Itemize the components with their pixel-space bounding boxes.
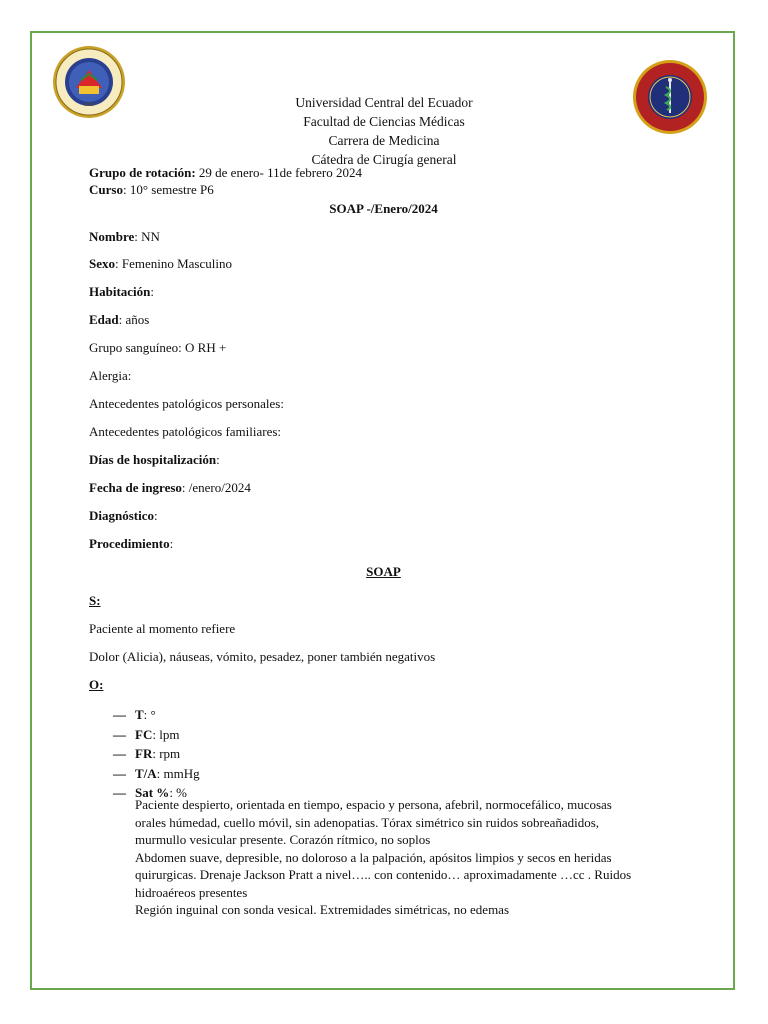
field-label: Nombre	[89, 229, 135, 244]
field-value: : Femenino Masculino	[115, 256, 232, 271]
vital-heart-rate	[113, 725, 200, 745]
vital-value: : %	[169, 785, 188, 800]
field-nombre	[89, 229, 160, 245]
field-grupo-sanguineo	[89, 340, 226, 356]
s-line-1: Paciente al momento refiere	[89, 621, 236, 636]
exam-line: Región inguinal con sonda vesical. Extremidades simétricas, no edemas	[135, 902, 510, 917]
field-antecedentes-familiares	[89, 424, 281, 440]
dash-bullet: —	[113, 785, 126, 800]
vital-label: Sat %	[135, 785, 170, 800]
field-label: Sexo	[89, 256, 115, 271]
field-label: Antecedentes patológicos personales:	[89, 396, 284, 411]
field-label: Diagnóstico	[89, 508, 154, 523]
field-label: Edad	[89, 312, 119, 327]
field-diagnostico	[89, 508, 158, 524]
vital-label: FC	[135, 726, 153, 742]
exam-line: quirurgicas. Drenaje Jackson Pratt a nivel….. con contenido… aproximadamente …cc . Ruidos	[135, 867, 632, 882]
career-name: Carrera de Medicina	[328, 133, 440, 148]
vital-temperature	[113, 705, 200, 725]
field-alergia	[89, 368, 131, 384]
field-value: :	[169, 536, 174, 551]
field-label: Alergia:	[89, 368, 132, 383]
field-value: :	[154, 508, 158, 523]
field-value: : años	[118, 312, 150, 327]
field-label: Procedimiento	[89, 536, 170, 551]
field-value: :	[216, 452, 220, 467]
s-line-2: Dolor (Alicia), náuseas, vómito, pesadez, poner también negativos	[89, 649, 436, 664]
dash-bullet: —	[113, 765, 126, 781]
rotation-label: Grupo de rotación:	[89, 165, 196, 180]
o-section-label: O:	[89, 677, 104, 692]
field-label: Antecedentes patológicos familiares:	[89, 424, 282, 439]
field-habitacion	[89, 284, 154, 300]
dash-bullet: —	[113, 707, 126, 722]
field-label: Grupo sanguíneo: O RH +	[89, 340, 227, 355]
vital-label: T/A	[135, 765, 157, 781]
vital-label: FR	[135, 746, 153, 761]
dash-bullet: —	[113, 726, 126, 742]
field-antecedentes-personales	[89, 396, 284, 412]
field-fecha-ingreso	[89, 480, 251, 496]
soap-heading: SOAP	[366, 564, 401, 579]
vital-label: T	[135, 707, 144, 722]
field-value: : /enero/2024	[181, 480, 251, 495]
course-line	[89, 182, 214, 198]
vital-value: : lpm	[152, 726, 180, 742]
vital-respiratory-rate	[113, 744, 200, 764]
exam-line: murmullo vesicular presente. Corazón rítmico, no soplos	[135, 832, 431, 847]
vital-value: : rpm	[152, 746, 181, 761]
field-dias-hospitalizacion	[89, 452, 220, 468]
exam-line: hidroaéreos presentes	[135, 884, 248, 900]
chair-name: Cátedra de Cirugía general	[311, 152, 457, 167]
vital-value: : °	[143, 707, 156, 722]
field-sexo	[89, 256, 232, 272]
course-value: : 10° semestre P6	[122, 182, 214, 197]
document-title: SOAP -/Enero/2024	[329, 201, 438, 216]
course-label: Curso	[89, 182, 123, 197]
faculty-name: Facultad de Ciencias Médicas	[303, 114, 465, 129]
vital-value: : mmHg	[156, 765, 200, 781]
exam-line: Abdomen suave, depresible, no doloroso a la palpación, apósitos limpios y secos en heridas	[135, 849, 612, 865]
university-seal-logo	[51, 44, 127, 120]
vitals-list	[113, 705, 200, 803]
medical-faculty-seal-logo	[632, 59, 708, 135]
svg-text:1826: 1826	[84, 103, 94, 108]
rotation-value: 29 de enero- 11de febrero 2024	[195, 165, 362, 180]
field-value: :	[150, 284, 155, 299]
exam-line: orales húmedad, cuello móvil, sin adenopatias. Tórax simétrico sin ruidos sobreañadidos,	[135, 814, 600, 830]
field-value: : NN	[134, 229, 160, 244]
field-edad	[89, 312, 149, 328]
dash-bullet: —	[113, 746, 126, 761]
vital-blood-pressure	[113, 764, 200, 784]
field-label: Fecha de ingreso	[89, 480, 182, 495]
field-label: Habitación	[89, 284, 151, 299]
physical-exam-paragraph	[135, 796, 675, 919]
university-name: Universidad Central del Ecuador	[295, 95, 473, 110]
field-label: Días de hospitalización	[89, 452, 217, 467]
exam-line: Paciente despierto, orientada en tiempo, espacio y persona, afebril, normocefálico, mucosas	[135, 797, 612, 812]
institution-header	[200, 93, 568, 169]
rotation-line	[89, 165, 362, 181]
field-procedimiento	[89, 536, 173, 552]
s-section-label: S:	[89, 593, 101, 608]
